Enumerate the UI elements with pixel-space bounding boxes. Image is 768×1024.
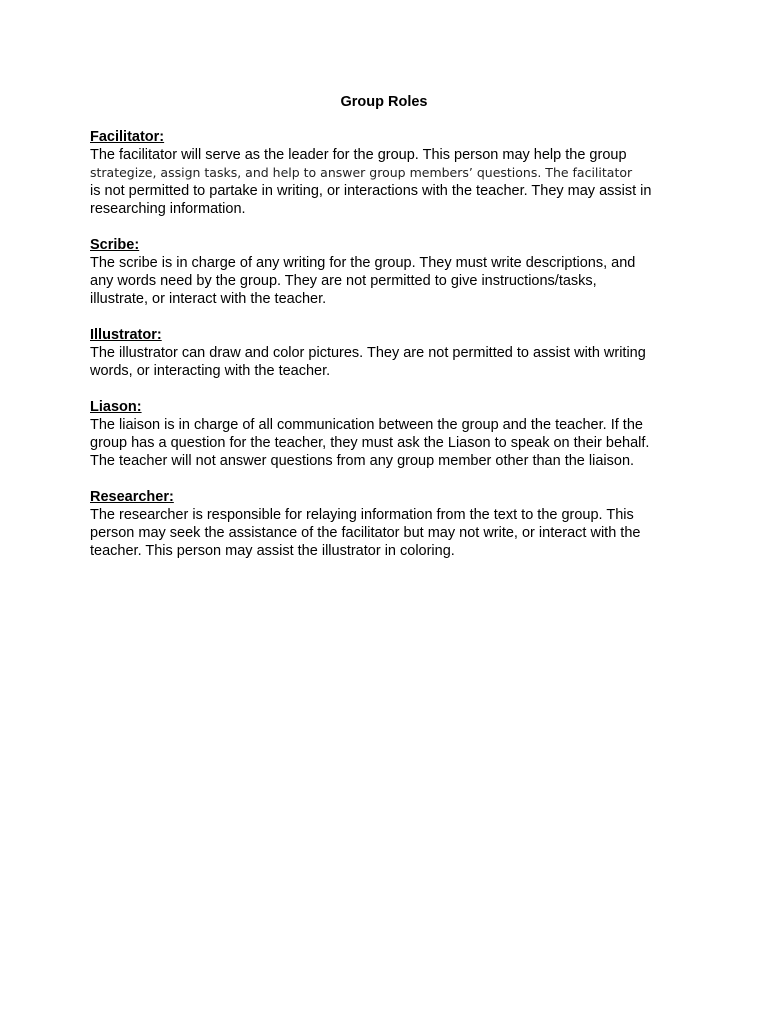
- section-text-line: person may seek the assistance of the facilitator but may not write, or interact with the: [90, 525, 641, 541]
- document-title: Group Roles: [340, 94, 428, 110]
- section-text-line: is not permitted to partake in writing, or interactions with the teacher. They may assist in: [90, 183, 652, 199]
- section-heading-liason: Liason:: [90, 399, 142, 415]
- section-scribe: [90, 236, 690, 308]
- section-liason: [90, 398, 690, 470]
- section-text-line: The facilitator will serve as the leader for the group. This person may help the group: [90, 147, 627, 163]
- section-facilitator: [90, 128, 690, 218]
- section-heading-illustrator: Illustrator:: [90, 327, 162, 343]
- section-text-line: illustrate, or interact with the teacher.: [90, 291, 327, 307]
- section-illustrator: [90, 326, 690, 380]
- section-text-line: The researcher is responsible for relaying information from the text to the group. This: [90, 507, 634, 523]
- section-heading-researcher: Researcher:: [90, 489, 174, 505]
- section-text-line: any words need by the group. They are not permitted to give instructions/tasks,: [90, 273, 597, 289]
- section-text-line: teacher. This person may assist the illustrator in coloring.: [90, 543, 455, 559]
- section-text-line: researching information.: [90, 201, 246, 217]
- section-researcher: [90, 488, 690, 560]
- document-body: [90, 128, 690, 578]
- section-text-line: strategize, assign tasks, and help to answer group members’ questions. The facilitator: [90, 165, 633, 180]
- section-text-line: The illustrator can draw and color pictures. They are not permitted to assist with writing: [90, 345, 646, 361]
- section-text-line: group has a question for the teacher, they must ask the Liason to speak on their behalf.: [90, 435, 650, 451]
- section-text-line: The liaison is in charge of all communication between the group and the teacher. If the: [90, 417, 643, 433]
- section-text-line: words, or interacting with the teacher.: [90, 363, 331, 379]
- section-heading-facilitator: Facilitator:: [90, 129, 165, 145]
- section-text-line: The scribe is in charge of any writing for the group. They must write descriptions, and: [90, 255, 636, 271]
- section-heading-scribe: Scribe:: [90, 237, 140, 253]
- section-text-line: The teacher will not answer questions from any group member other than the liaison.: [90, 453, 635, 469]
